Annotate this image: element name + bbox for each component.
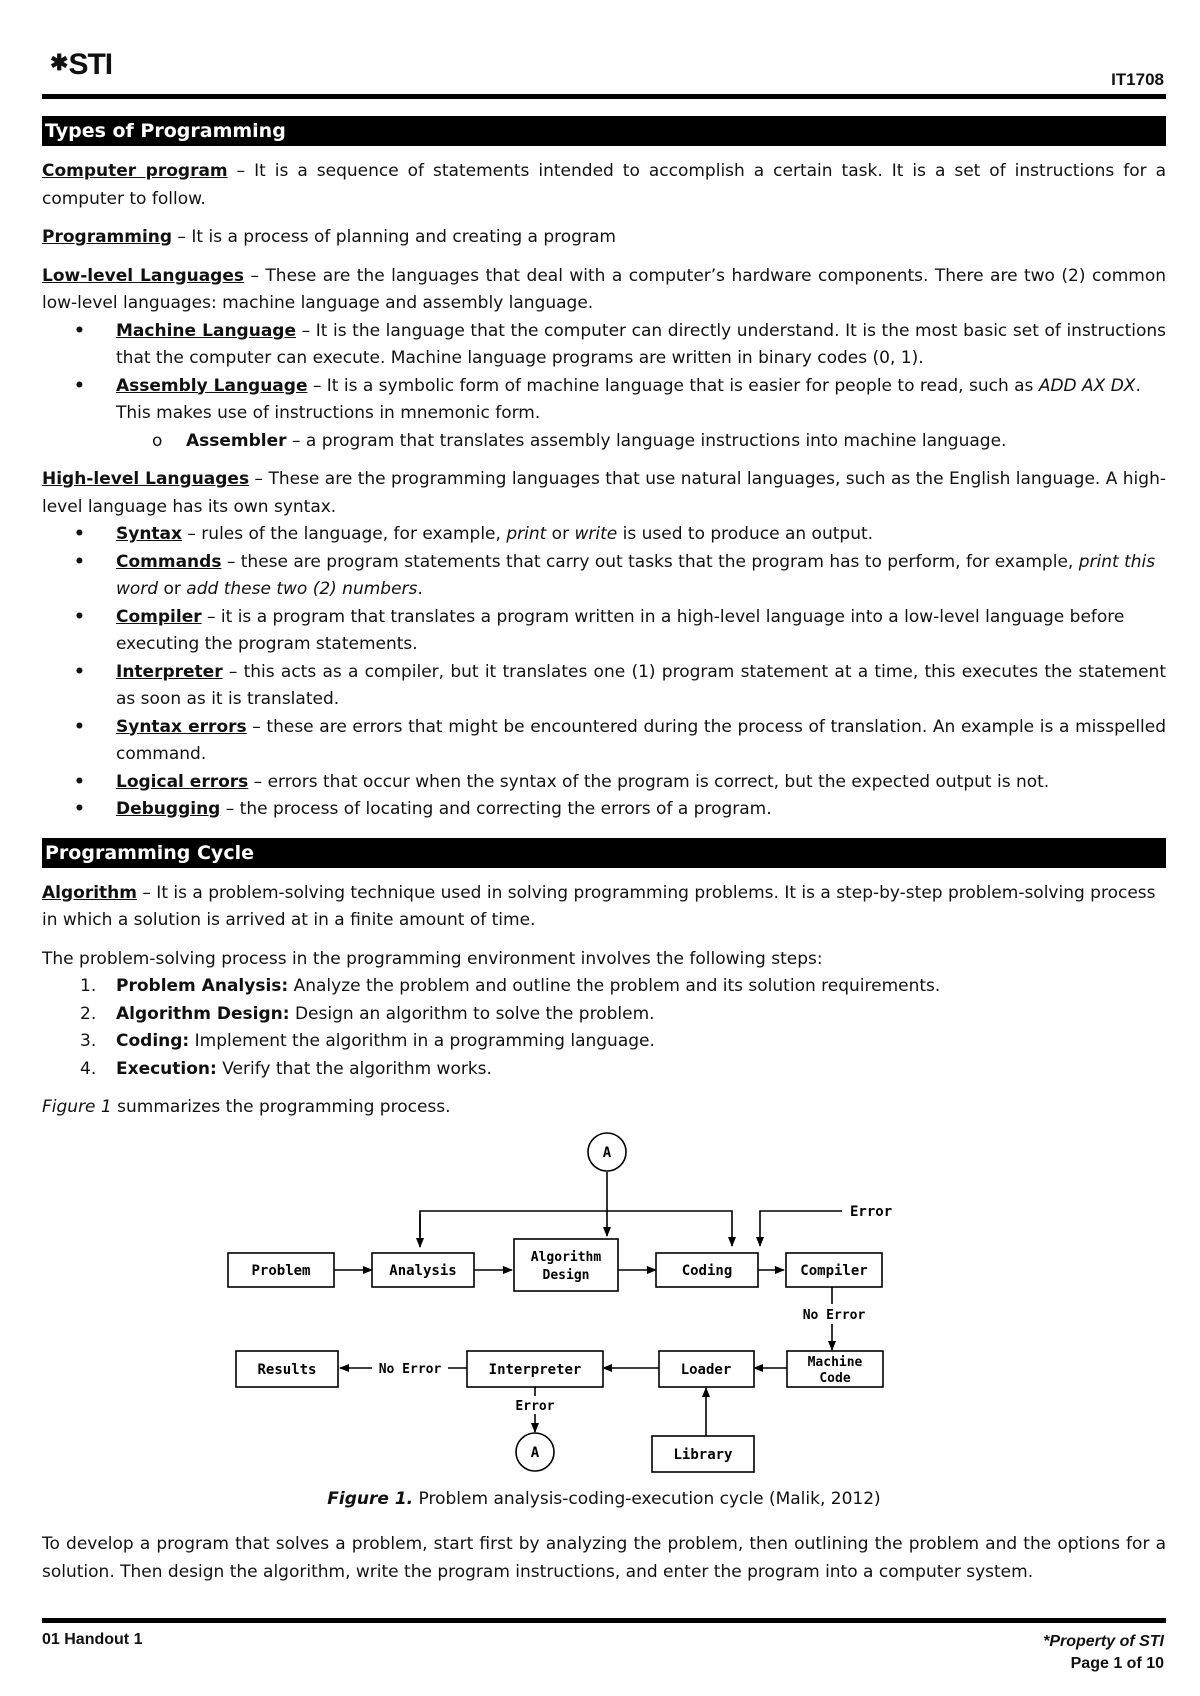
figure-caption: Figure 1. Problem analysis-coding-execution cycle (Malik, 2012) [327, 1488, 881, 1509]
term-algorithm: Algorithm [42, 882, 137, 903]
header-divider [42, 94, 1166, 99]
error-label-bottom: Error [515, 1398, 555, 1414]
low-level-list [42, 318, 1166, 456]
list-item-interpreter: • Interpreter – this acts as a compiler, but it translates one (1) program statement at a time, this executes the statement as soon as it is translated. [42, 659, 1166, 714]
footer-right [1043, 1631, 1164, 1675]
assembler-sublist [116, 428, 1166, 456]
para-programming: Programming – It is a process of planning and creating a program [42, 227, 616, 247]
algorithm-design-label-1: Algorithm [530, 1249, 602, 1265]
para-low-level: Low-level Languages – These are the languages that deal with a computer’s hardware components. There are two (2) common low-level languages: machine language and assembly language. [42, 265, 1166, 313]
high-level-list [42, 521, 1166, 824]
list-item-syntax: • Syntax – rules of the language, for example, print or write is used to produce an output. [42, 521, 1166, 549]
algorithm-design-label-2: Design [542, 1267, 590, 1283]
footer-handout: 01 Handout 1 [42, 1631, 143, 1648]
list-item-commands: • Commands – these are program statements that carry out tasks that the program has to perform, for example, print this word or add these two (2) numbers. [42, 549, 1166, 604]
loader-label: Loader [680, 1361, 732, 1378]
error-label-top: Error [850, 1203, 893, 1220]
list-item-debugging: • Debugging – the process of locating and correcting the errors of a program. [42, 796, 1166, 824]
course-code: IT1708 [1111, 70, 1164, 89]
footer-page-number: Page 1 of 10 [1070, 1655, 1164, 1672]
list-item-assembly-language: • Assembly Language – It is a symbolic form of machine language that is easier for people to read, such as ADD AX DX. This makes use of instructions in mnemonic form. o Assembler – a program that translates assembly language instructions into machine language. [42, 373, 1166, 456]
star-icon: ✱ [50, 50, 68, 75]
document-body [42, 116, 1166, 1597]
machine-code-label-1: Machine [807, 1354, 863, 1370]
library-label: Library [673, 1446, 733, 1463]
term-computer-program: Computer program [42, 161, 228, 181]
flowchart-svg [42, 1124, 1170, 1484]
para-closing: To develop a program that solves a problem, start first by analyzing the problem, then outlining the problem and the options for a solution. Then design the algorithm, write the program instructions, and enter the program into a computer system. [42, 1534, 1166, 1582]
term-programming: Programming [42, 227, 173, 247]
figure-reference: Figure 1 summarizes the programming process. [42, 1097, 451, 1117]
connector-a-top-label: A [602, 1144, 612, 1161]
para-high-level: High-level Languages – These are the programming languages that use natural languages, such as the English language. A high-level language has its own syntax. [42, 469, 1166, 517]
list-item-assembler: o Assembler – a program that translates assembly language instructions into machine language. [42, 428, 1166, 456]
programming-cycle-diagram [42, 1124, 1170, 1484]
problem-label: Problem [251, 1262, 311, 1279]
section-title-types: Types of Programming [42, 116, 1166, 146]
list-item-compiler: • Compiler – it is a program that translates a program written in a high-level language into a low-level language before executing the program statements. [42, 604, 1166, 659]
algorithm-design-box [514, 1239, 618, 1291]
results-label: Results [257, 1361, 317, 1378]
list-item-machine-language: • Machine Language – It is the language that the computer can directly understand. It is the most basic set of instructions that the computer can execute. Machine language programs are written in binary codes (0, 1). [42, 318, 1166, 373]
coding-label: Coding [681, 1262, 733, 1279]
term-low-level: Low-level Languages [42, 265, 245, 286]
list-item-logical-errors: • Logical errors – errors that occur when the syntax of the program is correct, but the expected output is not. [42, 769, 1166, 797]
connector-a-bottom-label: A [530, 1444, 540, 1461]
step-item: 1. Problem Analysis: Analyze the problem and outline the problem and its solution requirements. [80, 976, 941, 996]
para-algorithm: Algorithm – It is a problem-solving technique used in solving programming problems. It is a step-by-step problem-solving process in which a solution is arrived at in a finite amount of time. [42, 882, 1156, 930]
footer-property: *Property of STI [1043, 1633, 1164, 1650]
footer-divider [42, 1618, 1166, 1623]
no-error-label-left: No Error [378, 1361, 442, 1377]
logo-text: STI [68, 48, 113, 81]
sti-logo [50, 48, 112, 82]
interpreter-label: Interpreter [488, 1361, 582, 1378]
list-item-syntax-errors: • Syntax errors – these are errors that might be encountered during the process of translation. An example is a misspelled command. [42, 714, 1166, 769]
section-title-cycle: Programming Cycle [42, 838, 1166, 868]
step-item: 2. Algorithm Design: Design an algorithm to solve the problem. [80, 1003, 655, 1024]
para-computer-program: Computer program – It is a sequence of statements intended to accomplish a certain task. It is a set of instructions for a computer to follow. [42, 161, 1166, 209]
machine-code-label-2: Code [819, 1370, 851, 1386]
analysis-label: Analysis [389, 1262, 457, 1279]
steps-list [42, 973, 1166, 1083]
term-high-level: High-level Languages [42, 469, 250, 489]
no-error-label-right: No Error [802, 1307, 866, 1323]
step-item: 3. Coding: Implement the algorithm in a programming language. [80, 1031, 655, 1051]
steps-intro: The problem-solving process in the programming environment involves the following steps: [42, 948, 823, 969]
step-item: 4. Execution: Verify that the algorithm works. [80, 1058, 492, 1079]
compiler-label: Compiler [800, 1262, 868, 1279]
